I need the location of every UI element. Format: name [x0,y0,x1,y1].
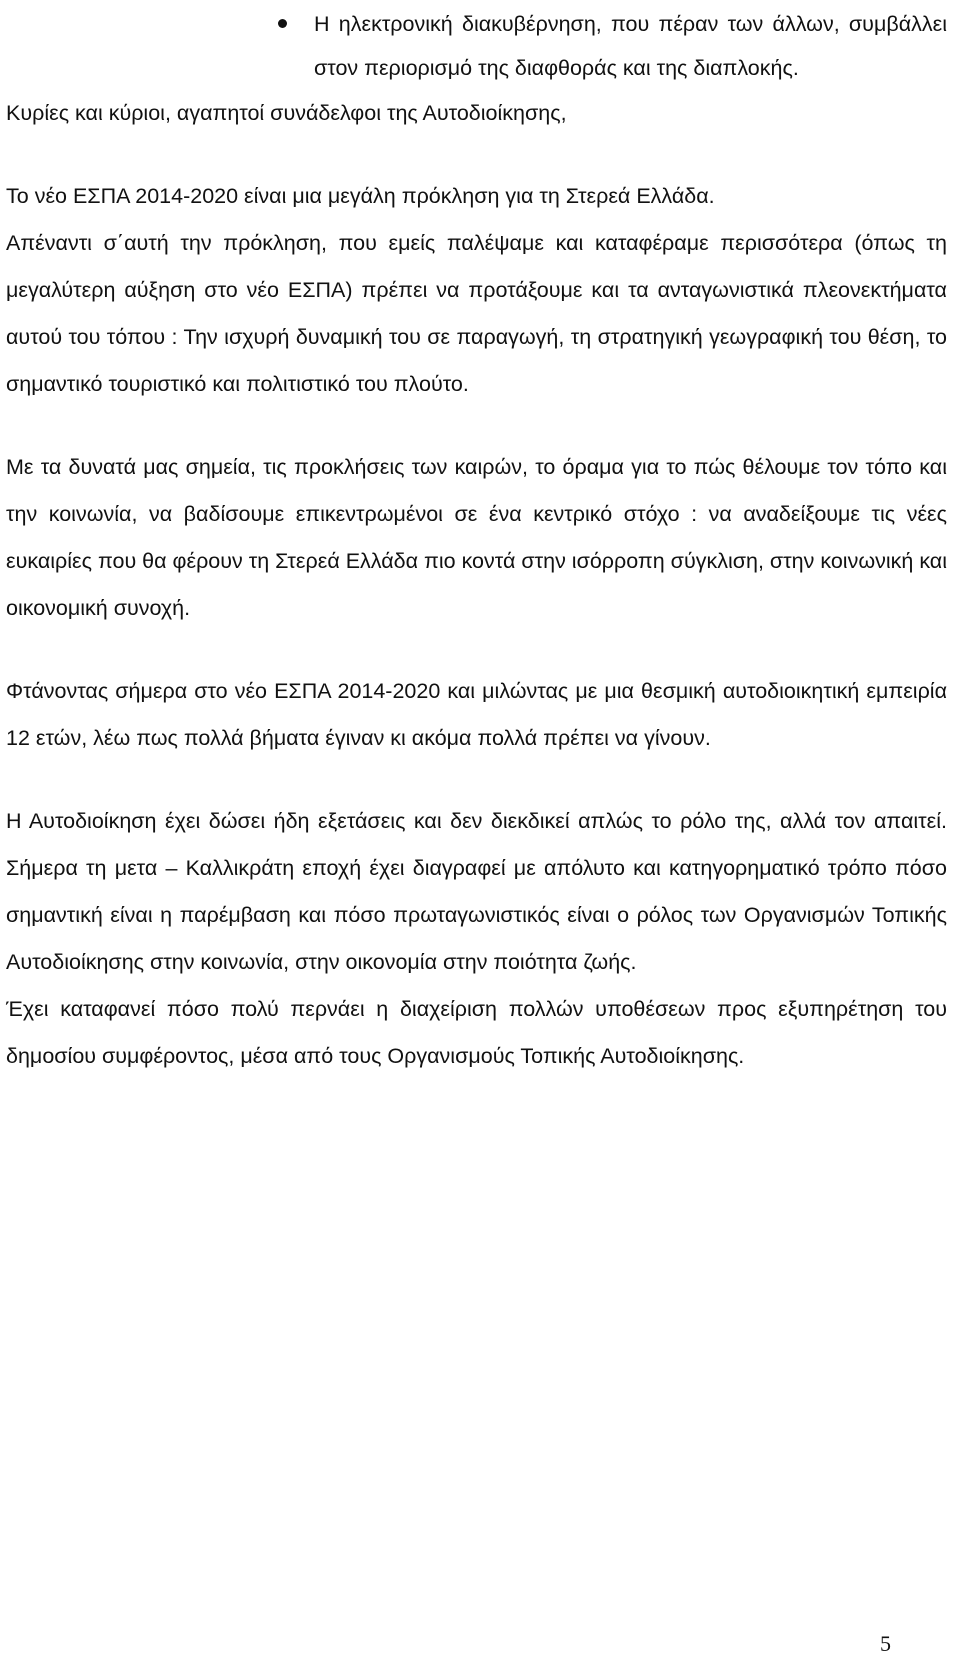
espa-paragraph: Το νέο ΕΣΠΑ 2014-2020 είναι μια μεγάλη πρόκληση για τη Στερεά Ελλάδα. [6,184,715,208]
self-government-paragraph: Η Αυτοδιοίκηση έχει δώσει ήδη εξετάσεις και δεν διεκδικεί απλώς το ρόλο της, αλλά τον απαιτεί. Σήμερα τη μετα – Καλλικράτη εποχή έχει διαγραφεί με απόλυτο και κατηγορηματικό τρόπο πόσο σημαντική είναι η παρέμβαση και πόσο πρωταγωνιστικός είναι ο ρόλος των Οργανισμών Τοπικής Αυτοδιοίκησης στην κοινωνία, στην οικονομία στην ποιότητα ζωής. [6,809,947,974]
challenge-paragraph: Απέναντι σ΄αυτή την πρόκληση, που εμείς παλέψαμε και καταφέραμε περισσότερα (όπως τη μεγαλύτερη αύξηση στο νέο ΕΣΠΑ) πρέπει να προτάξουμε και τα ανταγωνιστικά πλεονεκτήματα αυτού του τόπου : Την ισχυρή δυναμική του σε παραγωγή, τη στρατηγική γεωγραφική του θέση, το σημαντικό τουριστικό και πολιτιστικό του πλούτο. [6,231,947,396]
strengths-paragraph: Με τα δυνατά μας σημεία, τις προκλήσεις των καιρών, το όραμα για το πώς θέλουμε τον τόπο και την κοινωνία, να βαδίσουμε επικεντρωμένοι σε ένα κεντρικό στόχο : να αναδείξουμε τις νέες ευκαιρίες που θα φέρουν τη Στερεά Ελλάδα πιο κοντά στην ισόρροπη σύγκλιση, στην κοινωνική και οικονομική συνοχή. [6,455,948,620]
document-page [6,0,947,1080]
experience-paragraph: Φτάνοντας σήμερα στο νέο ΕΣΠΑ 2014-2020 και μιλώντας με μια θεσμική αυτοδιοικητική εμπειρία 12 ετών, λέω πως πολλά βήματα έγιναν κι ακόμα πολλά πρέπει να γίνουν. [6,679,947,750]
public-interest-paragraph: Έχει καταφανεί πόσο πολύ περνάει η διαχείριση πολλών υποθέσεων προς εξυπηρέτηση του δημοσίου συμφέροντος, μέσα από τους Οργανισμούς Τοπικής Αυτοδιοίκησης. [6,997,947,1068]
greeting-paragraph: Κυρίες και κύριοι, αγαπητοί συνάδελφοι της Αυτοδιοίκησης, [6,101,567,125]
bullet-icon [278,19,287,28]
bullet-text: Η ηλεκτρονική διακυβέρνηση, που πέραν των άλλων, συμβάλλει στον περιορισμό της διαφθοράς και της διαπλοκής. [314,12,947,80]
bullet-list-item [314,2,947,90]
page-number: 5 [880,1631,891,1656]
